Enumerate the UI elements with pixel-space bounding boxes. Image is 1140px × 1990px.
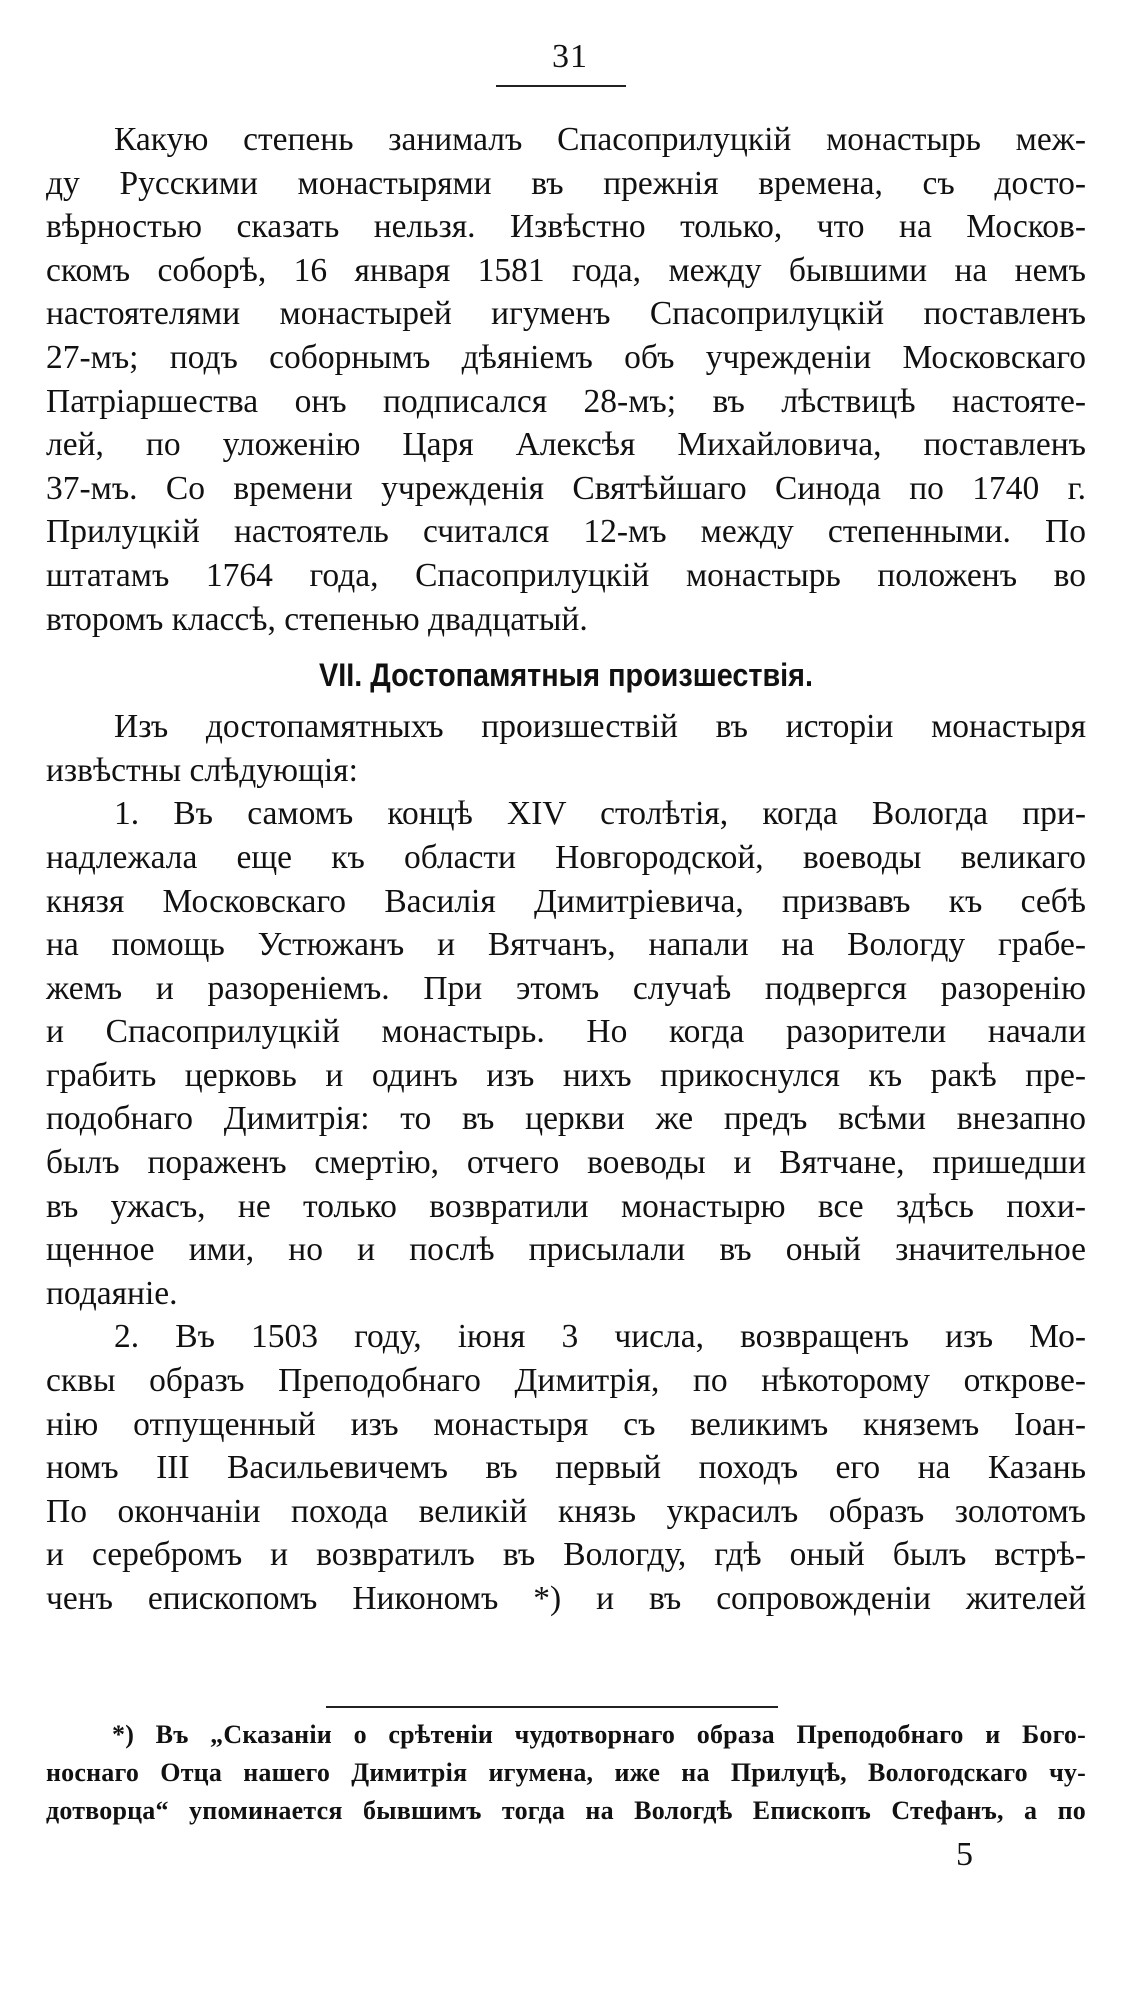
text-line: князя Московскаго Василія Димитріевича, призвавъ къ себѣ bbox=[46, 882, 1086, 920]
text-line: По окончаніи похода великій князь украсилъ образъ золотомъ bbox=[46, 1492, 1086, 1530]
text-line: Изъ достопамятныхъ произшествій въ исторіи монастыря bbox=[114, 708, 1086, 746]
text-line: ду Русскими монастырями въ прежнія времена, съ досто- bbox=[46, 164, 1086, 202]
text-line: щенное ими, но и послѣ присылали въ оный значительное bbox=[46, 1231, 1086, 1269]
printer-signature-mark: 5 bbox=[956, 1836, 973, 1873]
text-line: на помощь Устюжанъ и Вятчанъ, напали на Вологду грабе- bbox=[46, 926, 1086, 964]
paragraph-event-1 bbox=[46, 792, 1086, 1315]
text-line: подаяніе. bbox=[46, 1274, 178, 1312]
text-line: Какую степень занималъ Спасоприлуцкій монастырь меж- bbox=[114, 121, 1086, 158]
page-number: 31 bbox=[552, 38, 588, 75]
text-line: 2. Въ 1503 году, іюня 3 числа, возвращенъ изъ Мо- bbox=[114, 1318, 1086, 1356]
text-line: скомъ соборѣ, 16 января 1581 года, между бывшими на немъ bbox=[46, 251, 1086, 289]
text-line: подобнаго Димитрія: то въ церкви же предъ всѣми внезапно bbox=[46, 1100, 1086, 1138]
text-line: вѣрностью сказать нельзя. Извѣстно только, что на Москов- bbox=[46, 208, 1086, 246]
body-text bbox=[46, 118, 1086, 1621]
text-line: номъ III Васильевичемъ въ первый походъ его на Казань bbox=[46, 1449, 1086, 1487]
text-line: и Спасоприлуцкій монастырь. Но когда разорители начали bbox=[46, 1013, 1086, 1051]
text-line: настоятелями монастырей игуменъ Спасоприлуцкій поставленъ bbox=[46, 295, 1086, 333]
text-line: штатамъ 1764 года, Спасоприлуцкій монастырь положенъ во bbox=[46, 556, 1086, 594]
footnote-line: носнаго Отца нашего Димитрія игумена, иже на Прилуцѣ, Вологодскаго чу- bbox=[46, 1758, 1086, 1787]
paragraph-event-2 bbox=[46, 1315, 1086, 1620]
text-line: 27-мъ; подъ соборнымъ дѣяніемъ объ учрежденіи Московскаго bbox=[46, 338, 1086, 376]
text-line: ченъ епископомъ Никономъ *) и въ сопровожденіи жителей bbox=[46, 1580, 1086, 1617]
text-line: въ ужасъ, не только возвратили монастырю все здѣсь похи- bbox=[46, 1187, 1086, 1225]
page-number-underline bbox=[496, 85, 626, 87]
text-line: Патріаршества онъ подписался 28-мъ; въ лѣствицѣ настояте- bbox=[46, 382, 1086, 420]
text-line: Прилуцкій настоятель считался 12-мъ между степенными. По bbox=[46, 513, 1086, 551]
text-line: лей, по уложенію Царя Алексѣя Михайловича, поставленъ bbox=[46, 426, 1086, 464]
text-line: и серебромъ и возвратилъ въ Вологду, гдѣ оный былъ встрѣ- bbox=[46, 1536, 1086, 1574]
text-line: 37-мъ. Со времени учрежденія Святѣйшаго Синода по 1740 г. bbox=[46, 469, 1086, 507]
section-heading: VII. Достопамятныя произшествія. bbox=[319, 657, 813, 694]
text-line: нію отпущенный изъ монастыря съ великимъ княземъ Іоан- bbox=[46, 1405, 1086, 1443]
paragraph-rank bbox=[46, 118, 1086, 641]
paragraph-intro bbox=[46, 705, 1086, 792]
text-line: извѣстны слѣдующія: bbox=[46, 751, 358, 789]
text-line: грабить церковь и одинъ изъ нихъ прикоснулся къ ракѣ пре- bbox=[46, 1056, 1086, 1094]
text-line: жемъ и разореніемъ. При этомъ случаѣ подвергся разоренію bbox=[46, 969, 1086, 1007]
text-line: сквы образъ Преподобнаго Димитрія, по нѣкоторому открове- bbox=[46, 1362, 1086, 1400]
footnote-line: дотворца“ упоминается бывшимъ тогда на Вологдѣ Епископъ Стефанъ, а по bbox=[46, 1796, 1086, 1825]
footnote bbox=[46, 1716, 1086, 1830]
footnote-line: *) Въ „Сказаніи о срѣтеніи чудотворнаго образа Преподобнаго и Бого- bbox=[112, 1720, 1086, 1749]
text-line: 1. Въ самомъ концѣ XIV столѣтія, когда Вологда при- bbox=[114, 795, 1086, 833]
text-line: былъ пораженъ смертію, отчего воеводы и Вятчане, пришедши bbox=[46, 1144, 1086, 1182]
text-line: надлежала еще къ области Новгородской, воеводы великаго bbox=[46, 838, 1086, 876]
text-line: второмъ классѣ, степенью двадцатый. bbox=[46, 600, 588, 638]
footnote-separator bbox=[326, 1706, 778, 1708]
